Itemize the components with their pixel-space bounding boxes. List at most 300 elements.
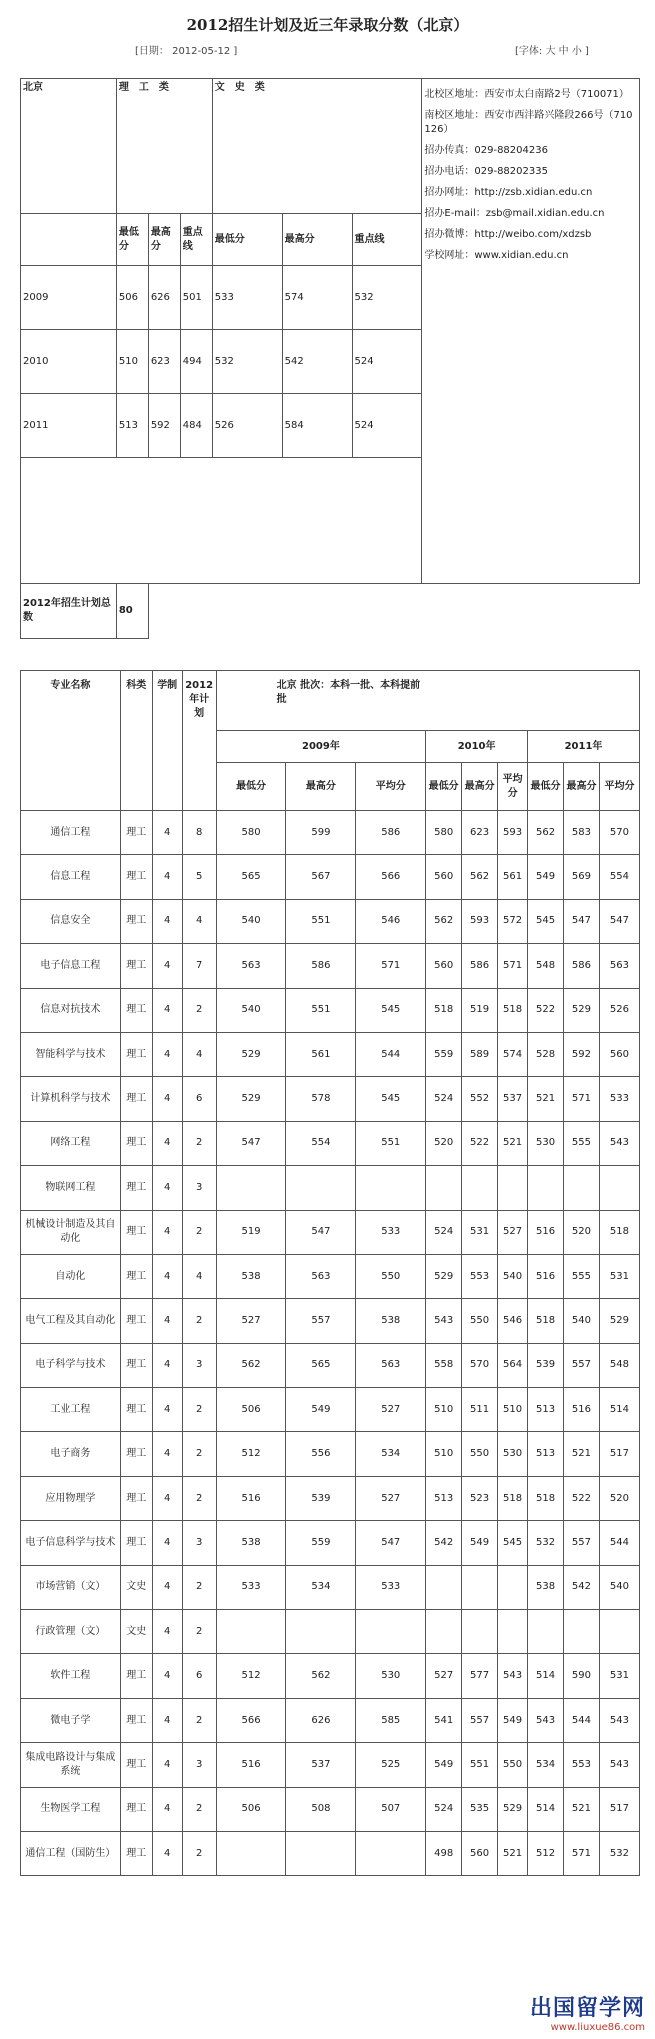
- score-cell: 534: [286, 1565, 356, 1609]
- score-cell: 543: [426, 1299, 462, 1343]
- score-cell: 516: [528, 1254, 564, 1298]
- header-year-2011: 2011年: [528, 731, 640, 763]
- major-type-cell: 理工: [120, 1121, 152, 1165]
- table-row: [21, 1565, 640, 1609]
- font-size-small[interactable]: 小: [571, 46, 582, 57]
- score-cell: 541: [426, 1698, 462, 1742]
- subheader: 平均分: [599, 763, 639, 811]
- score-cell: 561: [498, 855, 528, 899]
- major-plan-cell: 2: [182, 1476, 216, 1520]
- major-duration-cell: 4: [152, 1388, 182, 1432]
- major-name-cell: 工业工程: [21, 1388, 121, 1432]
- score-cell: [286, 1166, 356, 1210]
- score-cell: [599, 1610, 639, 1654]
- year-cell: 2010: [21, 330, 117, 394]
- subheader: 最高分: [564, 763, 600, 811]
- major-name-cell: 电子科学与技术: [21, 1343, 121, 1387]
- score-cell: 528: [528, 1032, 564, 1076]
- score-cell: 565: [286, 1343, 356, 1387]
- score-cell: 529: [498, 1787, 528, 1831]
- major-plan-cell: 3: [182, 1343, 216, 1387]
- score-cell: 545: [356, 1077, 426, 1121]
- score-cell: 520: [564, 1210, 600, 1254]
- score-cell: 519: [216, 1210, 286, 1254]
- score-cell: 559: [286, 1521, 356, 1565]
- score-cell: 547: [356, 1521, 426, 1565]
- score-cell: 555: [564, 1121, 600, 1165]
- major-type-cell: 理工: [120, 1343, 152, 1387]
- major-name-cell: 通信工程（国防生）: [21, 1831, 121, 1875]
- score-cell: 513: [528, 1432, 564, 1476]
- contact-line: 学校网址：www.xidian.edu.cn: [424, 250, 569, 261]
- col-header: 最高分: [282, 214, 352, 266]
- score-cell: 519: [462, 988, 498, 1032]
- score-cell: 529: [426, 1254, 462, 1298]
- major-duration-cell: 4: [152, 1343, 182, 1387]
- major-duration-cell: 4: [152, 988, 182, 1032]
- major-duration-cell: 4: [152, 1210, 182, 1254]
- score-cell: 567: [286, 855, 356, 899]
- score-cell: 560: [426, 944, 462, 988]
- score-cell: 531: [462, 1210, 498, 1254]
- major-type-cell: 理工: [120, 1210, 152, 1254]
- plan-total-value: 80: [116, 584, 148, 639]
- score-cell: 586: [286, 944, 356, 988]
- score-cell: 522: [462, 1121, 498, 1165]
- score-cell: 524: [426, 1077, 462, 1121]
- major-duration-cell: 4: [152, 1787, 182, 1831]
- score-cell: 557: [564, 1521, 600, 1565]
- subheader: 最低分: [528, 763, 564, 811]
- score-cell: 543: [599, 1121, 639, 1165]
- major-type-cell: 理工: [120, 1476, 152, 1520]
- score-cell: 521: [498, 1831, 528, 1875]
- major-duration-cell: 4: [152, 811, 182, 855]
- score-cell: 494: [180, 330, 212, 394]
- score-cell: 566: [216, 1698, 286, 1742]
- score-cell: 569: [564, 855, 600, 899]
- table-row: [21, 988, 640, 1032]
- score-cell: 599: [286, 811, 356, 855]
- major-name-cell: 计算机科学与技术: [21, 1077, 121, 1121]
- score-cell: 530: [356, 1654, 426, 1698]
- score-cell: 590: [564, 1654, 600, 1698]
- score-cell: 507: [356, 1787, 426, 1831]
- score-cell: 518: [528, 1476, 564, 1520]
- score-cell: 561: [286, 1032, 356, 1076]
- header-year-2009: 2009年: [216, 731, 426, 763]
- table-row: [21, 1077, 640, 1121]
- major-type-cell: 理工: [120, 1388, 152, 1432]
- score-cell: 526: [599, 988, 639, 1032]
- font-size-large[interactable]: 大: [545, 46, 556, 57]
- col-header: 最低分: [212, 214, 282, 266]
- major-plan-cell: 4: [182, 899, 216, 943]
- score-cell: 540: [564, 1299, 600, 1343]
- major-duration-cell: 4: [152, 1743, 182, 1787]
- major-plan-cell: 2: [182, 1610, 216, 1654]
- watermark-url: www.liuxue86.com: [550, 2022, 645, 2033]
- major-duration-cell: 4: [152, 1698, 182, 1742]
- score-cell: 506: [116, 266, 148, 330]
- score-cell: 542: [282, 330, 352, 394]
- score-cell: 525: [356, 1743, 426, 1787]
- score-cell: 531: [599, 1254, 639, 1298]
- major-plan-cell: 2: [182, 1432, 216, 1476]
- score-cell: 557: [286, 1299, 356, 1343]
- table-row: [21, 811, 640, 855]
- score-cell: 572: [498, 899, 528, 943]
- major-plan-cell: 2: [182, 1388, 216, 1432]
- score-cell: 537: [498, 1077, 528, 1121]
- major-type-cell: 理工: [120, 944, 152, 988]
- major-type-cell: 理工: [120, 1521, 152, 1565]
- table-row: [21, 1032, 640, 1076]
- score-cell: 512: [528, 1831, 564, 1875]
- table-row: [21, 944, 640, 988]
- score-cell: 516: [528, 1210, 564, 1254]
- major-name-cell: 网络工程: [21, 1121, 121, 1165]
- score-cell: 532: [352, 266, 422, 330]
- major-type-cell: 理工: [120, 1166, 152, 1210]
- table-row: [21, 1476, 640, 1520]
- score-cell: 514: [528, 1654, 564, 1698]
- score-cell: 577: [462, 1654, 498, 1698]
- score-cell: 511: [462, 1388, 498, 1432]
- major-duration-cell: 4: [152, 944, 182, 988]
- font-size-medium[interactable]: 中: [558, 46, 569, 57]
- score-cell: 557: [462, 1698, 498, 1742]
- subheader: 最高分: [286, 763, 356, 811]
- score-cell: 571: [564, 1831, 600, 1875]
- score-cell: 586: [564, 944, 600, 988]
- score-cell: 563: [216, 944, 286, 988]
- major-type-cell: 理工: [120, 1254, 152, 1298]
- score-cell: 554: [286, 1121, 356, 1165]
- score-cell: [462, 1610, 498, 1654]
- score-cell: 523: [462, 1476, 498, 1520]
- score-cell: 516: [216, 1476, 286, 1520]
- header-batch: [216, 671, 639, 731]
- score-cell: 520: [599, 1476, 639, 1520]
- score-cell: 532: [528, 1521, 564, 1565]
- score-cell: 592: [148, 394, 180, 458]
- score-cell: 506: [216, 1388, 286, 1432]
- score-cell: 589: [462, 1032, 498, 1076]
- score-cell: [356, 1610, 426, 1654]
- score-cell: [498, 1166, 528, 1210]
- region-cell: 北京: [21, 79, 117, 214]
- score-cell: [462, 1565, 498, 1609]
- score-cell: 516: [216, 1743, 286, 1787]
- major-type-cell: 理工: [120, 988, 152, 1032]
- major-duration-cell: 4: [152, 1032, 182, 1076]
- score-cell: 580: [426, 811, 462, 855]
- score-cell: 534: [528, 1743, 564, 1787]
- score-cell: 533: [356, 1210, 426, 1254]
- score-cell: 542: [564, 1565, 600, 1609]
- major-name-cell: 生物医学工程: [21, 1787, 121, 1831]
- major-type-cell: 理工: [120, 1654, 152, 1698]
- score-cell: 571: [498, 944, 528, 988]
- score-cell: 532: [599, 1831, 639, 1875]
- score-cell: 548: [528, 944, 564, 988]
- score-cell: 555: [564, 1254, 600, 1298]
- score-cell: 540: [498, 1254, 528, 1298]
- score-cell: 518: [426, 988, 462, 1032]
- score-cell: 544: [356, 1032, 426, 1076]
- batch-text: 北京 批次：本科一批、本科提前批: [276, 680, 421, 705]
- score-cell: 623: [462, 811, 498, 855]
- score-cell: 540: [599, 1565, 639, 1609]
- contact-line: 招办传真：029-88204236: [424, 145, 548, 156]
- table-row: [21, 1698, 640, 1742]
- major-name-cell: 通信工程: [21, 811, 121, 855]
- contact-line: 南校区地址：西安市西沣路兴隆段266号（710126）: [424, 110, 633, 135]
- score-cell: 535: [462, 1787, 498, 1831]
- score-cell: 514: [599, 1388, 639, 1432]
- score-cell: 517: [599, 1787, 639, 1831]
- score-cell: 524: [352, 330, 422, 394]
- score-cell: 545: [356, 988, 426, 1032]
- major-name-cell: 物联网工程: [21, 1166, 121, 1210]
- table-row: [21, 1210, 640, 1254]
- watermark-cn: 出国留学网: [529, 1996, 645, 2021]
- score-cell: 532: [212, 330, 282, 394]
- score-cell: 549: [498, 1698, 528, 1742]
- table-row: [21, 1831, 640, 1875]
- col-header: 最低分: [116, 214, 148, 266]
- score-cell: 518: [498, 988, 528, 1032]
- score-cell: 498: [426, 1831, 462, 1875]
- score-cell: 557: [564, 1343, 600, 1387]
- score-cell: [599, 1166, 639, 1210]
- score-cell: 510: [426, 1388, 462, 1432]
- score-cell: 574: [498, 1032, 528, 1076]
- page-title: 2012招生计划及近三年录取分数（北京）: [186, 16, 469, 34]
- score-cell: 562: [216, 1343, 286, 1387]
- score-cell: [564, 1610, 600, 1654]
- major-name-cell: 应用物理学: [21, 1476, 121, 1520]
- score-cell: 521: [564, 1787, 600, 1831]
- score-cell: 524: [426, 1210, 462, 1254]
- score-cell: 560: [462, 1831, 498, 1875]
- plan-total-label: 2012年招生计划总数: [21, 584, 117, 639]
- major-type-cell: 理工: [120, 1032, 152, 1076]
- score-cell: 514: [528, 1787, 564, 1831]
- table-row: [21, 1343, 640, 1387]
- table-row: [21, 1521, 640, 1565]
- score-cell: 563: [286, 1254, 356, 1298]
- score-cell: 529: [564, 988, 600, 1032]
- score-cell: 584: [282, 394, 352, 458]
- major-name-cell: 自动化: [21, 1254, 121, 1298]
- score-cell: 556: [286, 1432, 356, 1476]
- score-cell: 529: [216, 1032, 286, 1076]
- score-cell: 533: [356, 1565, 426, 1609]
- score-cell: [528, 1610, 564, 1654]
- major-plan-cell: 6: [182, 1077, 216, 1121]
- year-cell: 2011: [21, 394, 117, 458]
- score-cell: 516: [564, 1388, 600, 1432]
- contact-line: 招办电话：029-88202335: [424, 166, 548, 177]
- major-type-cell: 理工: [120, 811, 152, 855]
- score-cell: 547: [216, 1121, 286, 1165]
- major-plan-cell: 3: [182, 1521, 216, 1565]
- score-cell: 545: [528, 899, 564, 943]
- score-cell: 551: [286, 988, 356, 1032]
- table-row: [21, 1787, 640, 1831]
- major-plan-cell: 2: [182, 1787, 216, 1831]
- major-type-cell: 理工: [120, 1698, 152, 1742]
- score-cell: 560: [426, 855, 462, 899]
- table-row: [21, 1121, 640, 1165]
- score-cell: 539: [286, 1476, 356, 1520]
- score-cell: [426, 1565, 462, 1609]
- score-cell: [356, 1831, 426, 1875]
- score-cell: 510: [498, 1388, 528, 1432]
- score-cell: 540: [216, 899, 286, 943]
- score-cell: 538: [528, 1565, 564, 1609]
- subheader: 最低分: [216, 763, 286, 811]
- score-cell: 558: [426, 1343, 462, 1387]
- table-row: [21, 1432, 640, 1476]
- score-cell: [498, 1610, 528, 1654]
- font-size-close: ]: [585, 46, 589, 57]
- major-plan-cell: 3: [182, 1166, 216, 1210]
- score-cell: 593: [462, 899, 498, 943]
- major-name-cell: 微电子学: [21, 1698, 121, 1742]
- score-cell: 538: [216, 1254, 286, 1298]
- table-row: [21, 1254, 640, 1298]
- score-cell: 550: [462, 1432, 498, 1476]
- score-cell: 529: [216, 1077, 286, 1121]
- major-plan-cell: 2: [182, 1698, 216, 1742]
- score-cell: 521: [564, 1432, 600, 1476]
- score-cell: 549: [286, 1388, 356, 1432]
- major-plan-cell: 2: [182, 1121, 216, 1165]
- score-cell: [216, 1831, 286, 1875]
- score-cell: 524: [352, 394, 422, 458]
- header-year-2010: 2010年: [426, 731, 528, 763]
- subheader: 平均分: [356, 763, 426, 811]
- major-plan-cell: 2: [182, 988, 216, 1032]
- arts-header: 文 史 类: [212, 79, 422, 214]
- score-cell: 513: [528, 1388, 564, 1432]
- score-cell: 543: [599, 1743, 639, 1787]
- score-cell: 549: [528, 855, 564, 899]
- score-cell: 574: [282, 266, 352, 330]
- year-cell: 2009: [21, 266, 117, 330]
- subheader: 平均分: [498, 763, 528, 811]
- score-cell: 524: [426, 1787, 462, 1831]
- score-cell: 571: [564, 1077, 600, 1121]
- major-name-cell: 智能科学与技术: [21, 1032, 121, 1076]
- score-cell: 540: [216, 988, 286, 1032]
- major-plan-cell: 2: [182, 1299, 216, 1343]
- major-duration-cell: 4: [152, 1077, 182, 1121]
- table-row: [21, 855, 640, 899]
- score-cell: 565: [216, 855, 286, 899]
- col-header: 最高分: [148, 214, 180, 266]
- header-name: 专业名称: [21, 671, 121, 811]
- score-cell: 544: [599, 1521, 639, 1565]
- score-cell: 533: [599, 1077, 639, 1121]
- table-row: [21, 1743, 640, 1787]
- score-cell: 530: [528, 1121, 564, 1165]
- score-cell: [426, 1166, 462, 1210]
- summary-table: [20, 78, 640, 639]
- contact-line: 北校区地址：西安市太白南路2号（710071）: [424, 89, 629, 100]
- score-cell: [564, 1166, 600, 1210]
- major-plan-cell: 3: [182, 1743, 216, 1787]
- score-cell: 563: [356, 1343, 426, 1387]
- major-duration-cell: 4: [152, 855, 182, 899]
- major-name-cell: 信息工程: [21, 855, 121, 899]
- score-cell: 517: [599, 1432, 639, 1476]
- score-cell: 512: [216, 1654, 286, 1698]
- score-cell: 527: [216, 1299, 286, 1343]
- score-cell: 527: [356, 1388, 426, 1432]
- score-cell: 563: [599, 944, 639, 988]
- score-cell: [216, 1166, 286, 1210]
- major-duration-cell: 4: [152, 1521, 182, 1565]
- major-duration-cell: 4: [152, 899, 182, 943]
- score-cell: 539: [528, 1343, 564, 1387]
- major-duration-cell: 4: [152, 1654, 182, 1698]
- table-row: [21, 1166, 640, 1210]
- score-cell: 518: [599, 1210, 639, 1254]
- font-size-label: [字体:: [515, 46, 543, 57]
- score-cell: 578: [286, 1077, 356, 1121]
- score-cell: 501: [180, 266, 212, 330]
- science-header: 理 工 类: [116, 79, 212, 214]
- major-name-cell: 软件工程: [21, 1654, 121, 1698]
- score-cell: 549: [426, 1743, 462, 1787]
- col-header: 重点线: [180, 214, 212, 266]
- score-cell: 583: [564, 811, 600, 855]
- score-cell: [528, 1166, 564, 1210]
- publish-date: [日期： 2012-05-12 ]: [135, 46, 238, 57]
- score-cell: 623: [148, 330, 180, 394]
- score-cell: 542: [426, 1521, 462, 1565]
- major-type-cell: 理工: [120, 899, 152, 943]
- major-type-cell: 理工: [120, 1831, 152, 1875]
- score-cell: 560: [599, 1032, 639, 1076]
- major-type-cell: 理工: [120, 1743, 152, 1787]
- score-cell: [462, 1166, 498, 1210]
- score-cell: 513: [426, 1476, 462, 1520]
- score-cell: 566: [356, 855, 426, 899]
- table-row: [21, 1654, 640, 1698]
- subheader: 最低分: [426, 763, 462, 811]
- major-type-cell: 理工: [120, 1787, 152, 1831]
- major-duration-cell: 4: [152, 1565, 182, 1609]
- table-row: [21, 899, 640, 943]
- score-cell: 564: [498, 1343, 528, 1387]
- header-type: 科类: [120, 671, 152, 811]
- major-duration-cell: 4: [152, 1831, 182, 1875]
- score-cell: 550: [356, 1254, 426, 1298]
- major-name-cell: 集成电路设计与集成系统: [21, 1743, 121, 1787]
- score-cell: 559: [426, 1032, 462, 1076]
- majors-table: [20, 670, 640, 1876]
- score-cell: 550: [462, 1299, 498, 1343]
- contact-line: 招办E-mail：zsb@mail.xidian.edu.cn: [424, 208, 605, 219]
- score-cell: 520: [426, 1121, 462, 1165]
- score-cell: 554: [599, 855, 639, 899]
- score-cell: 518: [528, 1299, 564, 1343]
